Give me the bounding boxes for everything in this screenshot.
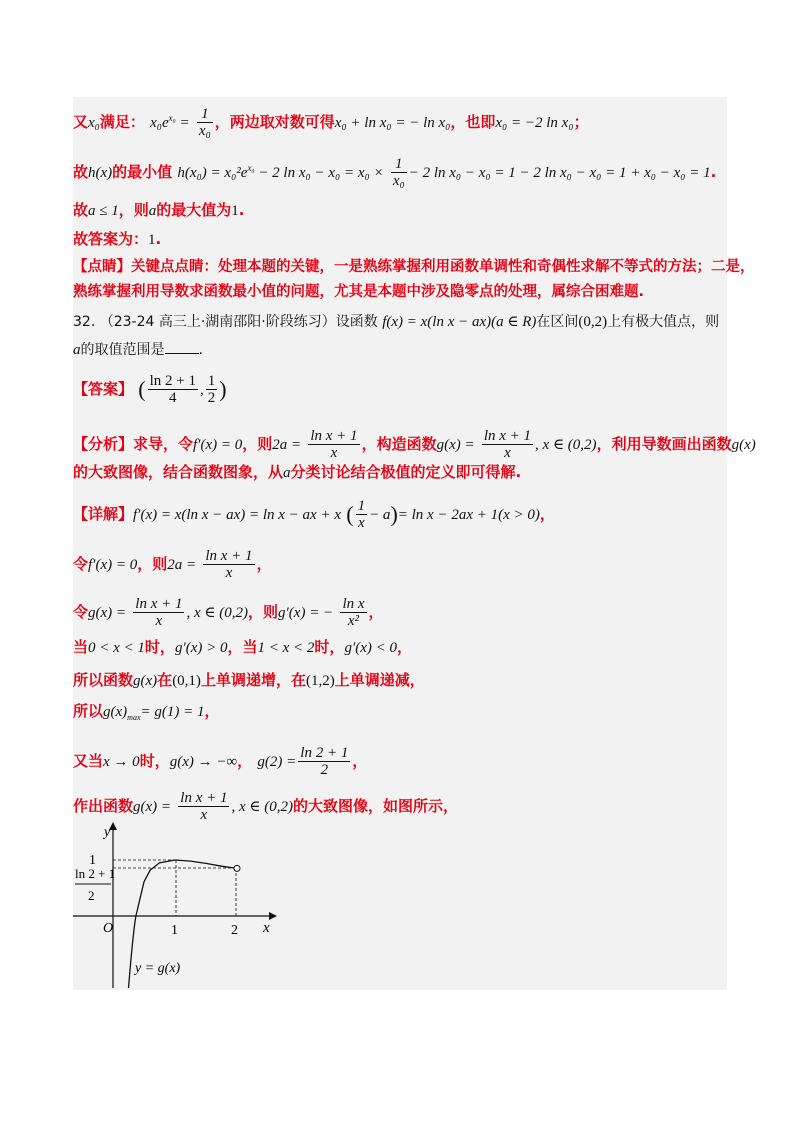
- fraction: $\frac{1}{2}$: [207, 373, 216, 406]
- detail-line-2: 令f′(x) = 0，则2a = $\frac{\text{ln x + 1}}{x}$ ，: [73, 548, 272, 581]
- question-32: 32. （23-24 高三上·湖南邵阳·阶段练习）设函数 f(x) = x(ln x − ax)(a ∈ R)在区间(0,2)上有极大值点，则: [73, 314, 720, 330]
- curve-label: y = g(x): [135, 961, 181, 976]
- fraction: $\frac{\text{ln x + 1}}{x}$: [135, 596, 183, 629]
- x-tick-1: 1: [171, 923, 178, 938]
- line-1: 又x₀满足： $x_0e^{x_0}$ = $\frac{1}{\text{x₀}}$ ，两边取对数可得x₀ + ln x₀ = − ln x₀，也即x₀ = −2 ln x₀；: [73, 106, 589, 139]
- fraction: $\frac{\ln 2 + 1}{4}$: [149, 373, 196, 406]
- answer-blank: [165, 341, 199, 354]
- note-line-2: 熟练掌握利用导数求函数最小值的问题，尤其是本题中涉及隐零点的处理，属综合困难题.: [73, 284, 645, 300]
- fraction: $\frac{\text{ln x + 1}}{x}$: [180, 790, 228, 823]
- fraction: $\frac{\text{ln x}}{\text{x²}}$: [342, 596, 365, 629]
- detail-line-6: 所以$g(x)_{max}= g(1) = 1$，: [73, 702, 220, 722]
- line-2: 故h(x)的最小值 $h(x_0) = x_0^2e^{x_0} - 2$ ln x₀ − x₀ = x₀ × $\frac{1}{\text{x₀}}$ − 2 ln x₀ − x₀ = 1 − 2 ln x₀ − x₀ = 1 + x₀ − x₀ = 1.: [73, 156, 717, 189]
- detail-line-7: 又当x → 0时，g(x) → −∞， g(2) = $\frac{\ln 2 + 1}{2}$ ，: [73, 745, 368, 778]
- y-axis-label: y: [104, 825, 111, 840]
- detail-line-5: 所以函数g(x)在(0,1)上单调递增，在(1,2)上单调递减，: [73, 671, 425, 689]
- origin-label: O: [103, 921, 114, 936]
- y-tick-1: 1: [89, 853, 96, 868]
- x-tick-2: 2: [231, 923, 238, 938]
- x-axis-label: x: [263, 920, 270, 936]
- analysis-line-2: 的大致图像，结合函数图象，从a分类讨论结合极值的定义即可得解.: [73, 463, 522, 481]
- fraction: $\frac{\text{ln x + 1}}{x}$: [310, 428, 358, 461]
- fraction: $\frac{\ln 2 + 1}{2}$: [300, 745, 349, 778]
- note-line-1: 【点睛】关键点点睛：处理本题的关键，一是熟练掌握利用函数单调性和奇偶性求解不等式的方法；二是，: [73, 259, 755, 275]
- answer-line: 【答案】 ( $\frac{\ln 2 + 1}{4}$ , $\frac{1}{2}$ ): [73, 373, 227, 406]
- function-graph: [73, 820, 293, 990]
- detail-line-3: 令g(x) = $\frac{\text{ln x + 1}}{x}$ , x ∈ (0,2)，则g′(x) = − $\frac{\text{ln x}}{\text{x²}}$ ，: [73, 596, 384, 629]
- line-4: 故答案为：1.: [73, 230, 162, 248]
- question-32-cont: a的取值范围是 .: [73, 342, 203, 358]
- x-axis-arrow: [269, 912, 277, 920]
- line-3: 故a ≤ 1，则a的最大值为1.: [73, 201, 245, 219]
- fraction: $\frac{1}{x}$: [357, 498, 366, 531]
- fraction: $\frac{\text{ln x + 1}}{x}$: [483, 428, 532, 461]
- analysis-line-1: 【分析】求导，令f′(x) = 0，则2a = $\frac{\text{ln x + 1}}{x}$ ，构造函数g(x) = $\frac{\text{ln x + 1}}{x}$ , x ∈ (0,2)，利用导数画出函数g(x): [73, 428, 756, 461]
- detail-line-1: 【详解】f′(x) = x(ln x − ax) = ln x − ax + x ( $\frac{1}{x}$ − a)= ln x − 2ax + 1(x > 0)，: [73, 498, 555, 531]
- detail-line-8: 作出函数g(x) = $\frac{\text{ln x + 1}}{x}$ , x ∈ (0,2)的大致图像，如图所示，: [73, 790, 459, 823]
- fraction: $\frac{\text{ln x + 1}}{x}$: [205, 548, 253, 581]
- fraction: $\frac{1}{\text{x₀}}$: [392, 156, 405, 189]
- y-tick-2-num: ln 2 + 1: [75, 866, 116, 881]
- y-tick-2-den: 2: [88, 888, 95, 903]
- fraction: $\frac{1}{\text{x₀}}$: [198, 106, 211, 139]
- open-endpoint: [234, 865, 240, 871]
- detail-line-4: 当0 < x < 1时，g′(x) > 0，当1 < x < 2时，g′(x) < 0，: [73, 638, 413, 656]
